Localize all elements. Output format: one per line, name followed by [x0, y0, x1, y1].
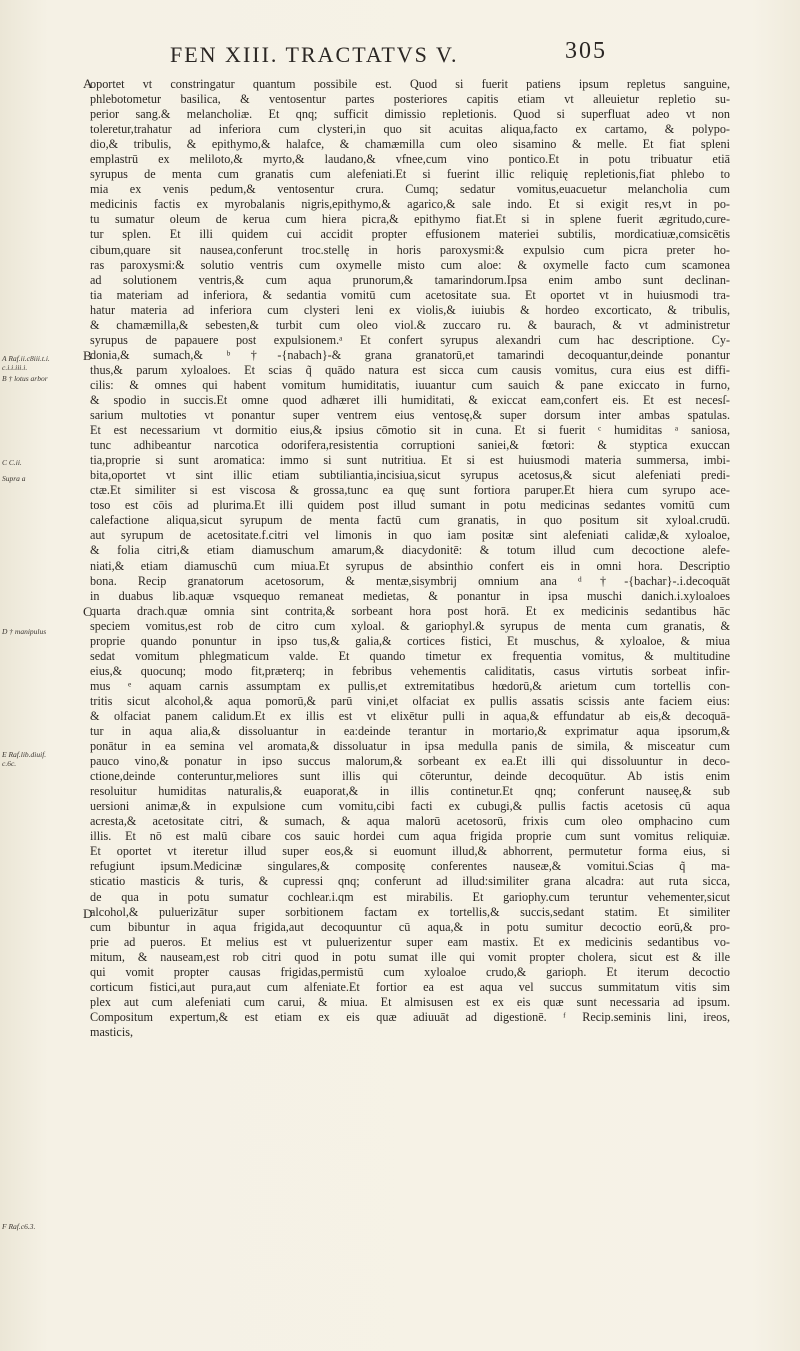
text-line: cum bibuntur in aqua frigida,aut decoquuntur cū aqua,& in potu sumitur decoctio eorū,& pro- [90, 919, 730, 934]
margin-note [2, 750, 88, 768]
text-line: alcohol,& puluerizātur super sorbitionem factam ex tortellis,& succis,sedant statim. Et similiter [90, 904, 730, 919]
text-line: bita,oportet vt sint illic etiam subtiliantia,incisiua,sicut syrupus acetosus,& sicut alefeniati predi- [90, 468, 730, 483]
text-line: & spodio in succis.Et omne quod adhæret illi humiditati, & exiccat eam,confert eis. Et est necesſ- [90, 392, 730, 407]
text-line: acresta,& acetositate citri, & sumach, & aqua malorū acetosorū, frixis cum oleo omphacino cum [90, 814, 730, 829]
text-line: in duabus lib.aquæ vsquequo remaneat medietas, & ponantur in ipsa muschi danich.i.xyloaloes [90, 588, 730, 603]
margin-note: Supra a [2, 474, 26, 483]
text-line: hatur materia ad inferiora cum clysteri leni ex violis,& iuiubis & hordeo excorticato, & tribulis, [90, 302, 730, 317]
margin-note-line: c.6c. [2, 759, 17, 768]
text-line: ras paroxysmi:& solutio ventris cum oxymelle misto cum aloe: & oxymelle facto cum scamonea [90, 257, 730, 272]
text-line: speciem vomitus,est rob de citro cum xyloal. & gariophyl.& syrupus de menta cum granatis, & [90, 618, 730, 633]
text-line: Compositum expertum,& est etiam ex eis quæ adiuuāt ad digestionē. ᶠ Recip.seminis lini, ireos, [90, 1009, 730, 1024]
text-line: & chamæmilla,& sebesten,& turbit cum oleo viol.& zuccaro ru. & baurach, & vt administretur [90, 317, 730, 332]
text-line: Et oportet vt iteretur illud super eos,& si euomunt illud,& abhorrent, permutetur forma eius, si [90, 844, 730, 859]
text-line: syrupus de papauere post expulsionem.ᵃ Et confert syrupus alexandri cum hac descriptione. Cy- [90, 332, 730, 347]
text-line: ponātur in ea semina vel aromata,& dissoluatur in ipsa medulla panis de simila, & misceatur cum [90, 739, 730, 754]
text-line: plex aut cum alefeniati cum carui, & miua. Et almisusen est ex eis quæ sunt necessaria ad ipsum. [90, 994, 730, 1009]
page-number: 305 [565, 38, 607, 64]
section-letter: D [83, 906, 93, 921]
text-line: aut syrupum de acetositate.f.citri vel limonis in quo iam positæ sint alefeniati calidæ,& xyloaloe, [90, 528, 730, 543]
margin-note: B † lotus arbor [2, 374, 48, 383]
text-line: niati,& etiam diamuschū cum miua.Et syrupus de absinthio confert eis in omni hora. Descriptio [90, 558, 730, 573]
text-line: donia,& sumach,& ᵇ†-{nabach}-& grana granatorū,et tamarindi decoquantur,deinde ponantur [90, 347, 730, 362]
margin-note-line: E Raf.lib.diuif. [2, 750, 47, 759]
text-line: calefactione aliqua,sicut syrupum de menta factū cum granatis, in quo positum sit xyloal.crudū. [90, 513, 730, 528]
text-line: toleretur,trahatur ad inferiora cum clysteri,in quo sit acuitas aliqua,facto ex cartamo, & polypo- [90, 122, 730, 137]
text-line: cilis: & omnes qui habent vomitum humiditatis, iuuantur cum sauich & pane exiccato in furno, [90, 377, 730, 392]
text-line: & folia citri,& etiam diamuschum amarum,& diacydonitē: & totum illud cum decoctione alefe- [90, 543, 730, 558]
text-line: thus,& parum xyloaloes. Et scias q̃ quādo natura est sicca cum causis vomitus, cura eius est diffi- [90, 362, 730, 377]
text-line: mus ᵉ aquam carnis assumptam ex pullis,et extremitatibus hœdorū,& arietum cum tortellis con- [90, 678, 730, 693]
text-line: tunc adhibeantur narcotica odorifera,resistentia corruptioni saniei,& fœtori: & styptica exuccan [90, 438, 730, 453]
text-line: oportet vt constringatur quantum possibile est. Quod si fuerit patiens ipsum repletus sanguine, [90, 77, 730, 91]
text-line: tu sumatur oleum de kerua cum hiera picra,& epithymo fiat.Et si in splene fuerit ægritudo,cure- [90, 212, 730, 227]
running-title: FEN XIII. TRACTATVS V. [170, 42, 459, 67]
text-line: sedat vomitum phlegmaticum valde. Et quando timetur ex frequentia vomitus, & multitudine [90, 648, 730, 663]
section-letter: C [83, 604, 92, 619]
margin-note: F Raf.c6.3. [2, 1222, 36, 1231]
text-line: ctione,deinde conteruntur,meliores sunt illis qui cōteruntur, deinde decoquūtur. Ab istis enim [90, 769, 730, 784]
text-line: sarium multoties vt ponantur super ventrem eius ventosę,& super dorsum inter ambas spatulas. [90, 408, 730, 423]
text-line: ad solutionem ventris,& cum aqua prunorum,& tamarindorum.Ipsa enim ambo sunt declinan- [90, 272, 730, 287]
margin-note-line: A Raf.ii.c8iii.t.i. [2, 354, 50, 363]
text-line: prie ad pueros. Et melius est vt puluerizentur super eam mastix. Et ex medicinis sedantibus vo- [90, 934, 730, 949]
text-line: masticis, [90, 1024, 133, 1039]
text-line: cibum,quare sit nausea,conferunt troc.stellę in horis paroxysmi:& expulsio cum picra preter ho- [90, 242, 730, 257]
text-line: medicinis factis ex myrobalanis nigris,epithymo,& agarico,& sale indo. Et si exigit res,vt in po- [90, 197, 730, 212]
section-letter: B [83, 348, 92, 363]
text-line: emplastrū ex meliloto,& myrto,& laudano,& vfnee,cum vino pontico.Et in potu tribuatur etiā [90, 152, 730, 167]
text-line: de qua in potu sumatur cochlear.i.qm est mirabilis. Et gariophy.cum teruntur vehementer,sicut [90, 889, 730, 904]
margin-note [2, 354, 88, 372]
text-line: eius,& quocunq; modo fit,præterq; in febribus vehementis caliditatis, casus virtutis sorbeat infir- [90, 663, 730, 678]
text-line: dio,& tribulis, & epithymo,& halafce, & chamæmilla cum oleo sisamino & melle. Et fiat spleni [90, 137, 730, 152]
text-line: ctæ.Et similiter si est viscosa & grossa,tunc ea quę sunt fortiora paruper.Et hiera cum syrupo ace- [90, 483, 730, 498]
text-line: syrupus de menta cum granatis cum alefeniati.Et si fuerint illic reliquię repletionis,fiat phlebo to [90, 167, 730, 182]
text-line: toso est cōis ad plurima.Et illi quidem post illud sumant in potu medicinas sedantes vomitū cum [90, 498, 730, 513]
text-line: tia,proprie si sunt aromatica: immo si sunt nutritiua. Et si est huiusmodi materia summersa, imbi- [90, 453, 730, 468]
text-line: Et est necessarium vt dormitio eius,& ipsius cōmotio sit in cuna. Et si fuerit ᶜ humiditas ᵃ saniosa, [90, 423, 730, 438]
margin-note: C C.ii. [2, 458, 22, 467]
section-letter: A [83, 76, 93, 91]
text-line: tur in aqua alia,& dissoluantur in ea:deinde terantur in mortario,& exprimatur aqua ipsorum,& [90, 724, 730, 739]
text-line: bona. Recip granatorum acetosorum, & mentæ,sisymbrij omnium ana ᵈ†-{bachar}-.i.decoquāt [90, 573, 730, 588]
margin-note: D † manipulus [2, 627, 47, 636]
text-line: qui vomit propter causas frigidas,permistū cum xyloaloe crudo,& garioph. Et iterum decoctio [90, 964, 730, 979]
text-line: tia materiam ad inferiora, & sedantia vomitū cum acetositate sua. Et oportet vt in huiusmodi tra- [90, 287, 730, 302]
text-line: resoluitur humiditas naturalis,& euaporat,& in illis continetur.Et qnq; conferunt nauseę,& sub [90, 784, 730, 799]
text-line: sticatio masticis & turis, & cupressi qnq; conferunt ad illud:similiter grana alcadra: aut ruta sicca, [90, 874, 730, 889]
text-line: uersioni animæ,& in expulsione cum vomitu,cibi facti ex cubugi,& pullis factis acetosis cū aqua [90, 799, 730, 814]
text-line: illis. Et nō est malū cibare cos sauic hordei cum aqua frigida proprie cum sunt vomitus reliquiæ. [90, 829, 730, 844]
body-text [90, 77, 730, 1040]
margin-note-line: c.i.i.iii.i. [2, 363, 28, 372]
text-line: & olfaciat panem calidum.Et ex illis est vt elixētur pulli in aqua,& effundatur ab eis,& decoquā- [90, 708, 730, 723]
text-line: tur splen. Et illi quidem cui accidit propter effusionem materiei subtilis, mordicatiuæ,comsicētis [90, 227, 730, 242]
text-line: proprie quando ponuntur in ipso tus,& galia,& cortices fistici, Et muschus, & xyloaloe, & miua [90, 633, 730, 648]
text-line: mitum, & nauseam,est rob citri quod in potu sumat ille qui vomit propter cholera, sicut est & ille [90, 949, 730, 964]
text-line: quarta drach.quæ omnia sint contrita,& sorbeant hora post horā. Et ex medicinis sedantibus hāc [90, 603, 730, 618]
text-line: mia ex venis pedum,& ventosentur crura. Cumq; sedatur vomitus,euacuetur melancholia cum [90, 182, 730, 197]
text-line: refugiunt ipsum.Medicinæ singulares,& compositę conferentes nauseæ,& vomitui.Scias q̃ ma- [90, 859, 730, 874]
text-line: phlebotometur basilica, & ventosentur partes posteriores capitis etiam vt alleuietur repletio su- [90, 92, 730, 107]
text-line: perior sang.& melancholiæ. Et qnq; sufficit dimissio repletionis. Quod si superfluat adeo vt non [90, 107, 730, 122]
text-line: pauco vino,& ponatur in ipso succus malorum,& sorbeant ex ea.Et illi qui dissoluuntur in deco- [90, 754, 730, 769]
text-line: tritis sicut alcohol,& aqua pomorū,& parū vini,et olfaciat ex pullis assatis scissis ante faciem eius: [90, 693, 730, 708]
text-line: corticum fistici,aut pura,aut cum alfeniate.Et fortior ea est aqua vel succus summitatum vitis sim [90, 979, 730, 994]
